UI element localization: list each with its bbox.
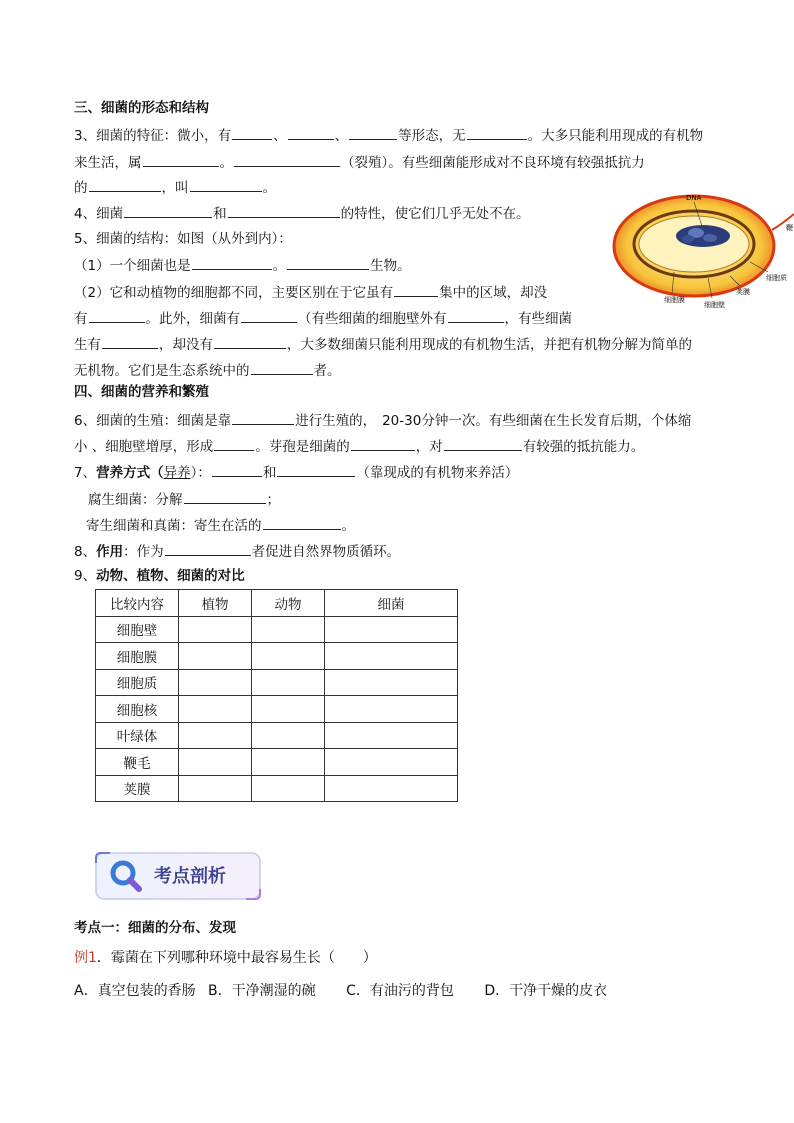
options-row <box>74 981 607 1001</box>
kaodian-heading: 考点一：细菌的分布、发现 <box>74 920 236 936</box>
table-cell[interactable] <box>252 775 325 802</box>
diagram-label: 细胞壁 <box>704 301 725 309</box>
q7-saprophytic: 腐生细菌：分解 ； <box>88 489 280 510</box>
blank[interactable] <box>228 203 340 218</box>
q5-sub2-cont3: 无机物。它们是生态系统中的 者。 <box>74 360 341 381</box>
blank[interactable] <box>277 462 355 477</box>
diagram-label: 细胞膜 <box>664 296 685 304</box>
table-row <box>96 669 458 696</box>
table-row <box>96 722 458 749</box>
row-label: 细胞质 <box>96 669 179 696</box>
row-label: 荚膜 <box>96 775 179 802</box>
table-cell[interactable] <box>325 616 458 643</box>
option-b[interactable]: B．干净潮湿的碗 <box>208 983 316 999</box>
q7-line: 7、营养方式（异养）： 和 （靠现成的有机物来养活） <box>74 462 518 483</box>
banner-title: 考点剖析 <box>154 866 226 887</box>
example-label: 例1 <box>74 950 97 966</box>
blank[interactable] <box>214 334 286 349</box>
table-cell[interactable] <box>325 775 458 802</box>
table-cell[interactable] <box>252 669 325 696</box>
blank[interactable] <box>165 541 251 556</box>
blank[interactable] <box>349 125 397 140</box>
table-cell[interactable] <box>252 616 325 643</box>
diagram-label: DNA <box>686 194 702 202</box>
table-row <box>96 616 458 643</box>
blank[interactable] <box>232 410 294 425</box>
table-cell[interactable] <box>325 696 458 723</box>
table-cell[interactable] <box>252 722 325 749</box>
table-row <box>96 749 458 776</box>
table-cell[interactable] <box>252 696 325 723</box>
blank[interactable] <box>251 360 313 375</box>
diagram-label: 细胞质 <box>766 274 787 282</box>
section3-heading: 三、细菌的形态和结构 <box>74 100 209 116</box>
table-cell[interactable] <box>325 749 458 776</box>
table-cell[interactable] <box>179 749 252 776</box>
table-cell[interactable] <box>252 643 325 670</box>
q3-line1: 3、细菌的特征：微小，有 、 、 等形态，无 。大多只能利用现成的有机物 <box>74 125 703 146</box>
comparison-table <box>95 589 458 802</box>
table-cell[interactable] <box>179 616 252 643</box>
option-d[interactable]: D．干净干燥的皮衣 <box>484 983 608 999</box>
blank[interactable] <box>351 436 415 451</box>
blank[interactable] <box>190 177 262 192</box>
row-label: 叶绿体 <box>96 722 179 749</box>
table-header: 比较内容 <box>96 590 179 617</box>
table-header: 细菌 <box>325 590 458 617</box>
option-c[interactable]: C．有油污的背包 <box>346 983 454 999</box>
dna-blob <box>676 225 730 247</box>
q5-sub1: （1）一个细菌也是 。 生物。 <box>74 255 411 276</box>
blank[interactable] <box>241 308 297 323</box>
blank[interactable] <box>192 255 272 270</box>
table-cell[interactable] <box>325 643 458 670</box>
blank[interactable] <box>288 125 334 140</box>
row-label: 细胞壁 <box>96 616 179 643</box>
q7-parasitic: 寄生细菌和真菌：寄生在活的 。 <box>86 515 355 536</box>
q8-line: 8、作用：作为 者促进自然界物质循环。 <box>74 541 400 562</box>
row-label: 鞭毛 <box>96 749 179 776</box>
table-cell[interactable] <box>179 696 252 723</box>
blank[interactable] <box>89 177 161 192</box>
blank[interactable] <box>287 255 369 270</box>
q3-line2: 来生活，属 。 （裂殖）。有些细菌能形成对不良环境有较强抵抗力 <box>74 152 645 173</box>
blank[interactable] <box>263 515 341 530</box>
blank[interactable] <box>394 282 438 297</box>
blank[interactable] <box>124 203 212 218</box>
example-question: 例1．霉菌在下列哪种环境中最容易生长（ ） <box>74 950 377 966</box>
kaodian-banner <box>92 849 264 903</box>
blank[interactable] <box>467 125 527 140</box>
q6-line1: 6、细菌的生殖：细菌是靠 进行生殖的， 20-30分钟一次。有些细菌在生长发育后期，个体缩 <box>74 410 691 431</box>
blank[interactable] <box>444 436 522 451</box>
table-cell[interactable] <box>179 722 252 749</box>
q6-line2: 小 、细胞壁增厚，形成 。芽孢是细菌的 ，对 有较强的抵抗能力。 <box>74 436 644 457</box>
table-row <box>96 696 458 723</box>
table-cell[interactable] <box>325 722 458 749</box>
diagram-label: 鞭 <box>786 224 793 232</box>
q5-sub2-cont2: 生有 ，却没有 ，大多数细菌只能利用现成的有机物生活，并把有机物分解为简单的 <box>74 334 692 355</box>
table-row <box>96 775 458 802</box>
q5-sub2: （2）它和动植物的细胞都不同，主要区别在于它虽有 集中的区域，却没 <box>74 282 547 303</box>
q9-line: 9、动物、植物、细菌的对比 <box>74 568 245 584</box>
blank[interactable] <box>448 308 504 323</box>
section4-heading: 四、细菌的营养和繁殖 <box>74 384 209 400</box>
table-cell[interactable] <box>252 749 325 776</box>
blank[interactable] <box>143 152 219 167</box>
blank[interactable] <box>232 125 272 140</box>
table-row <box>96 643 458 670</box>
option-a[interactable]: A．真空包装的香肠 <box>74 983 196 999</box>
q4-line: 4、细菌 和 的特性，使它们几乎无处不在。 <box>74 203 530 224</box>
table-header: 动物 <box>252 590 325 617</box>
table-header: 植物 <box>179 590 252 617</box>
table-cell[interactable] <box>179 643 252 670</box>
q5-line: 5、细菌的结构：如图（从外到内）： <box>74 231 292 247</box>
blank[interactable] <box>184 489 266 504</box>
blank[interactable] <box>234 152 340 167</box>
blank[interactable] <box>102 334 158 349</box>
row-label: 细胞膜 <box>96 643 179 670</box>
row-label: 细胞核 <box>96 696 179 723</box>
blank[interactable] <box>89 308 145 323</box>
table-header-row <box>96 590 458 617</box>
table-cell[interactable] <box>325 669 458 696</box>
table-cell[interactable] <box>179 775 252 802</box>
diagram-label: 荚膜 <box>736 288 750 296</box>
blank[interactable] <box>212 462 262 477</box>
bacterium-diagram <box>610 190 794 310</box>
table-cell[interactable] <box>179 669 252 696</box>
blank[interactable] <box>214 436 254 451</box>
q3-line3: 的 ，叫 。 <box>74 177 276 198</box>
q5-sub2-cont: 有 。此外，细菌有 （有些细菌的细胞壁外有 ，有些细菌 <box>74 308 572 329</box>
